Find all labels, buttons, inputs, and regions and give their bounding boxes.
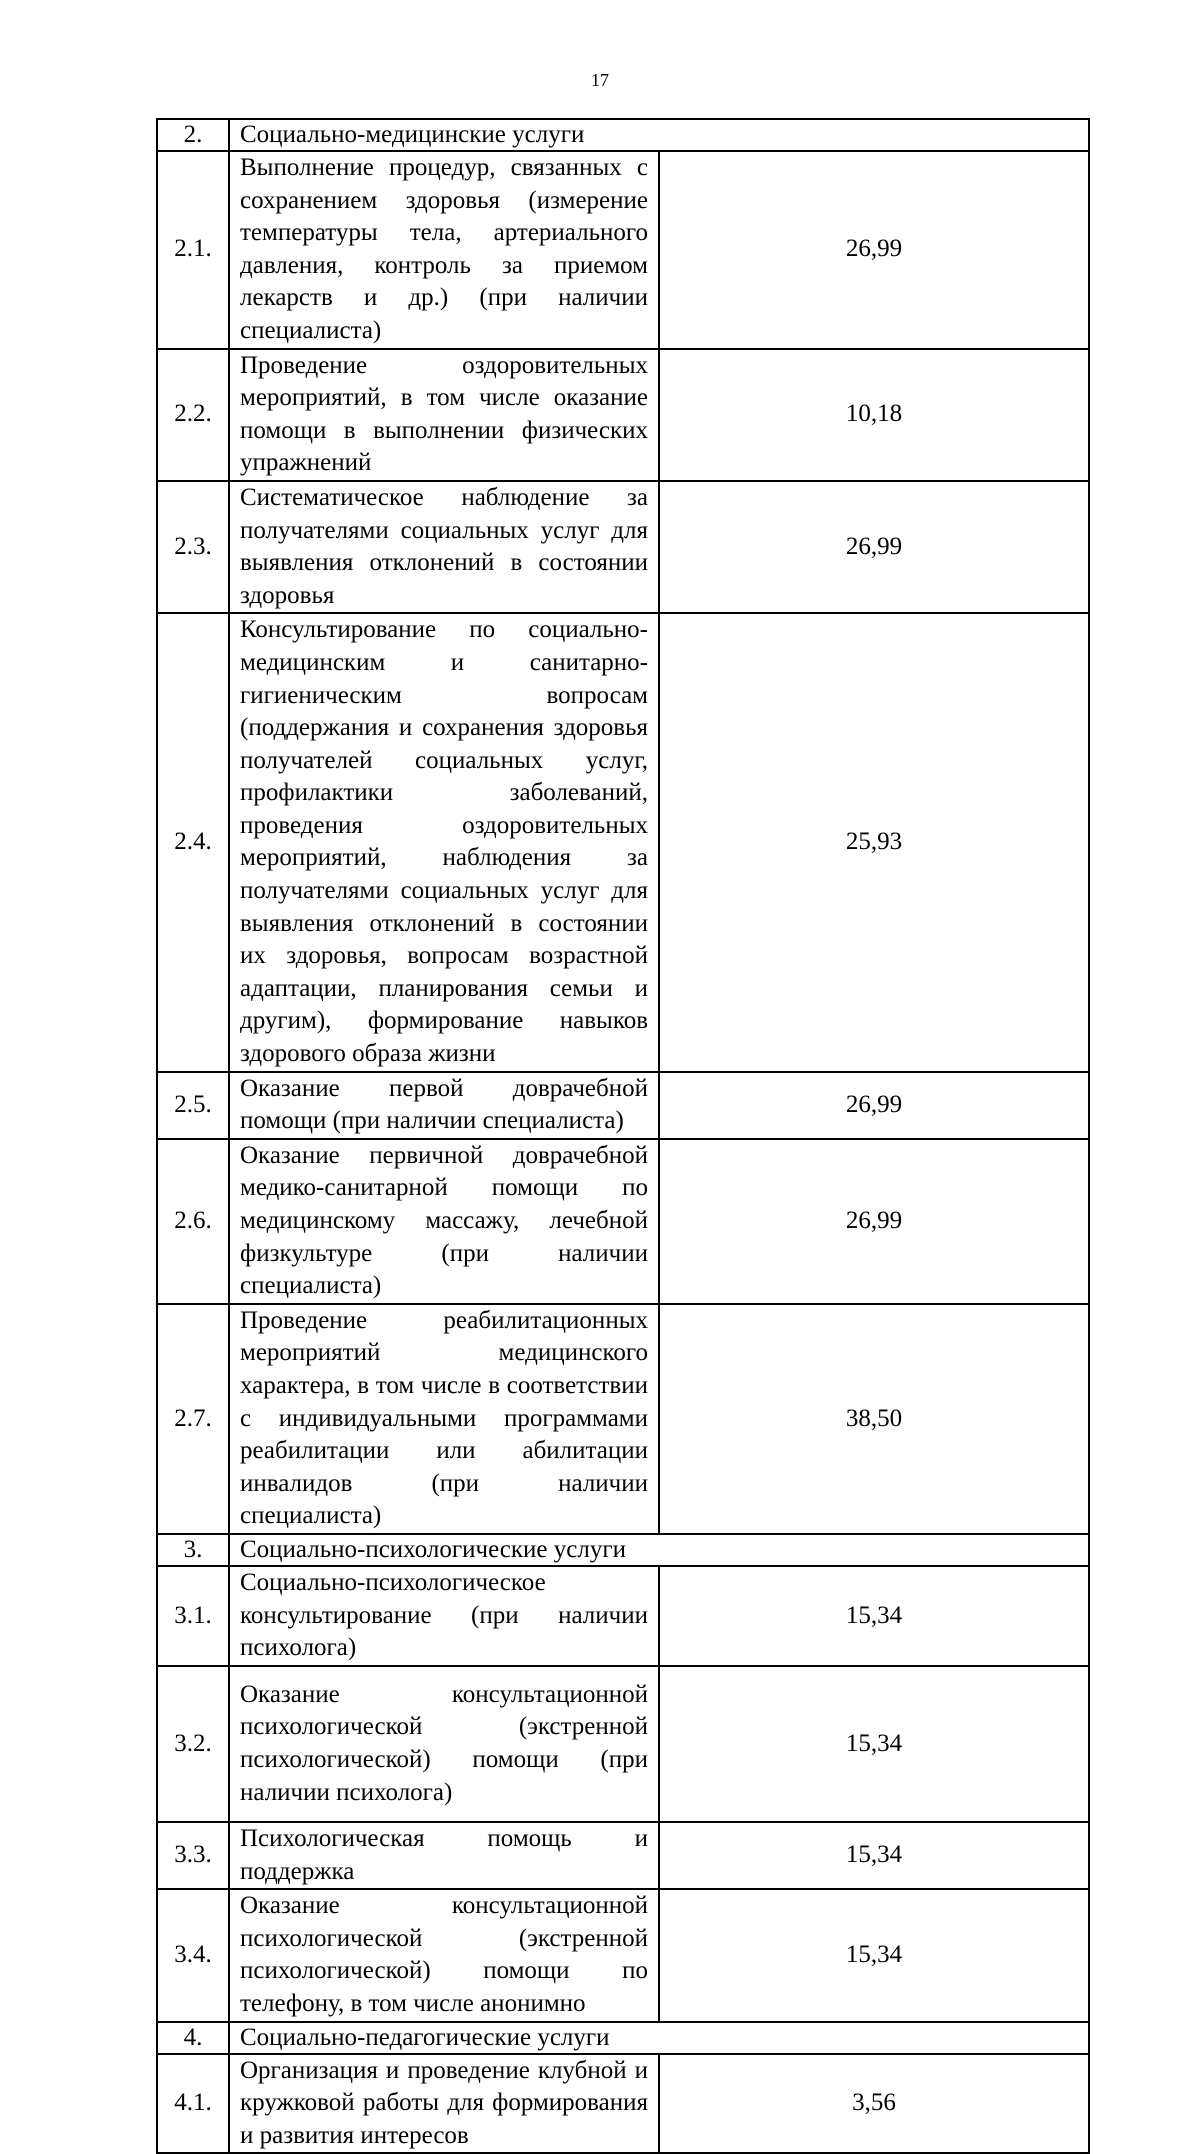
table-row [157, 1822, 1089, 1889]
table-row [157, 481, 1089, 613]
table-row [157, 1139, 1089, 1304]
service-price: 26,99 [659, 481, 1089, 613]
service-name: Психологическая помощь и поддержка [229, 1822, 659, 1889]
table-section-row [157, 2022, 1089, 2054]
service-price: 15,34 [659, 1566, 1089, 1666]
services-price-table [156, 118, 1090, 2154]
service-number: 3.2. [157, 1666, 229, 1822]
service-price: 38,50 [659, 1304, 1089, 1534]
service-name: Организация и проведение клубной и кружковой работы для формирования и развития интересов [229, 2054, 659, 2154]
service-name: Проведение реабилитационных мероприятий медицинского характера, в том числе в соответствии с индивидуальными программами реабилитации или абилитации инвалидов (при наличии специалиста) [229, 1304, 659, 1534]
service-price: 26,99 [659, 1139, 1089, 1304]
service-price: 15,34 [659, 1889, 1089, 2021]
section-number: 3. [157, 1534, 229, 1566]
service-price: 26,99 [659, 151, 1089, 349]
service-name: Консультирование по социально-медицинским и санитарно-гигиеническим вопросам (поддержания и сохранения здоровья получателей социальных услуг, профилактики заболеваний, проведения оздоровительных мероприятий, наблюдения за получателями социальных услуг для выявления отклонений в состоянии их здоровья, вопросам возрастной адаптации, планирования семьи и другим), формирование навыков здорового образа жизни [229, 613, 659, 1071]
section-title: Социально-педагогические услуги [229, 2022, 1089, 2054]
service-name: Социально-психологическое консультирование (при наличии психолога) [229, 1566, 659, 1666]
service-number: 3.3. [157, 1822, 229, 1889]
section-title: Социально-медицинские услуги [229, 119, 1089, 151]
service-name: Оказание консультационной психологической (экстренной психологической) помощи по телефону, в том числе анонимно [229, 1889, 659, 2021]
table-row [157, 2054, 1089, 2154]
service-price: 25,93 [659, 613, 1089, 1071]
service-price: 15,34 [659, 1822, 1089, 1889]
service-price: 3,56 [659, 2054, 1089, 2154]
service-name: Выполнение процедур, связанных с сохранением здоровья (измерение температуры тела, артериального давления, контроль за приемом лекарств и др.) (при наличии специалиста) [229, 151, 659, 349]
service-number: 2.6. [157, 1139, 229, 1304]
section-number: 2. [157, 119, 229, 151]
table-section-row [157, 1534, 1089, 1566]
service-price: 26,99 [659, 1072, 1089, 1139]
section-number: 4. [157, 2022, 229, 2054]
service-number: 3.4. [157, 1889, 229, 2021]
table-row [157, 1566, 1089, 1666]
service-name: Оказание консультационной психологической (экстренной психологической) помощи (при наличии психолога) [229, 1666, 659, 1822]
service-number: 2.1. [157, 151, 229, 349]
service-name: Систематическое наблюдение за получателями социальных услуг для выявления отклонений в состоянии здоровья [229, 481, 659, 613]
table-row [157, 349, 1089, 481]
table-row [157, 1666, 1089, 1822]
table-row [157, 1889, 1089, 2021]
table-row [157, 1304, 1089, 1534]
service-number: 2.5. [157, 1072, 229, 1139]
service-number: 2.7. [157, 1304, 229, 1534]
service-number: 3.1. [157, 1566, 229, 1666]
table-row [157, 1072, 1089, 1139]
service-price: 15,34 [659, 1666, 1089, 1822]
service-price: 10,18 [659, 349, 1089, 481]
service-name: Оказание первой доврачебной помощи (при наличии специалиста) [229, 1072, 659, 1139]
service-number: 2.3. [157, 481, 229, 613]
service-name: Проведение оздоровительных мероприятий, в том числе оказание помощи в выполнении физических упражнений [229, 349, 659, 481]
section-title: Социально-психологические услуги [229, 1534, 1089, 1566]
service-number: 2.2. [157, 349, 229, 481]
page-number: 17 [591, 70, 609, 90]
table-row [157, 613, 1089, 1071]
service-number: 4.1. [157, 2054, 229, 2154]
service-number: 2.4. [157, 613, 229, 1071]
table-row [157, 151, 1089, 349]
service-name: Оказание первичной доврачебной медико-санитарной помощи по медицинскому массажу, лечебной физкультуре (при наличии специалиста) [229, 1139, 659, 1304]
table-section-row [157, 119, 1089, 151]
